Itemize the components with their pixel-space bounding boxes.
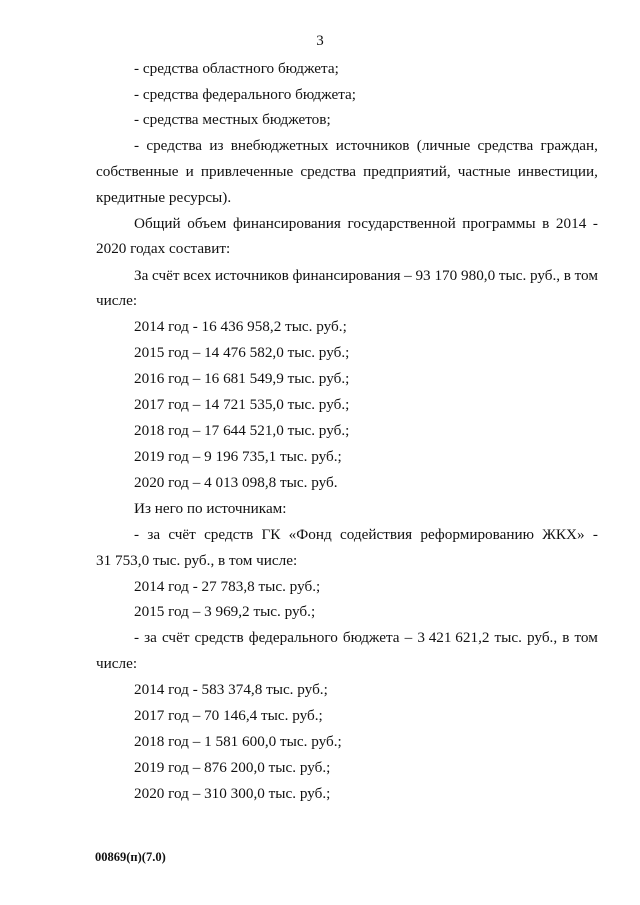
document-code: 00869(п)(7.0) [95,850,166,864]
word: ГК [261,526,281,543]
word: «Фонд [288,526,332,543]
word: частные [457,163,511,180]
word: инвестиции, [517,163,598,180]
word: в [563,267,571,284]
word: предприятий, [363,163,451,180]
word: За [134,267,149,284]
text-line: 2018 год – 1 581 600,0 тыс. руб.; [134,733,342,750]
text-line: 2014 год - 583 374,8 тыс. руб.; [134,681,328,698]
word: (личные [416,137,471,154]
text-line: 31 753,0 тыс. руб., в том числе: [96,552,298,569]
text-line: 2014 год - 16 436 958,2 тыс. руб.; [134,318,347,335]
text-line: числе: [96,292,138,309]
word: бюджета [342,629,400,646]
text-line: 2020 год – 4 013 098,8 тыс. руб. [134,474,338,491]
word: граждан, [540,137,598,154]
word: государственной [347,215,456,232]
word: счёт [162,629,190,646]
word: за [144,629,157,646]
text-line: - средства областного бюджета; [134,60,339,77]
word: источников [335,137,410,154]
word: в [542,215,550,232]
text-line: 2019 год – 9 196 735,1 тыс. руб.; [134,448,342,465]
word: средств [194,629,244,646]
word: - [134,526,140,543]
text-line: 2017 год – 14 721 535,0 тыс. руб.; [134,396,350,413]
text-line [134,629,598,647]
word: том [574,267,598,284]
word: всех [183,267,212,284]
word: руб., [527,629,558,646]
word: - [134,137,140,154]
word: руб., [529,267,561,284]
text-line: числе: [96,655,138,672]
word: 2014 [555,215,587,232]
text-line: 2020 годах составит: [96,240,231,257]
word: 3 421 621,2 [417,629,490,646]
word: реформированию [420,526,534,543]
word: счёт [152,267,180,284]
word: средства [300,163,357,180]
word: - [134,629,140,646]
page-number: 3 [316,33,324,49]
word: источников [215,267,289,284]
text-line: 2017 год – 70 146,4 тыс. руб.; [134,707,323,724]
word: – [404,267,412,284]
text-line [134,215,598,233]
text-line: Из него по источникам: [134,500,287,517]
text-line: 2014 год - 27 783,8 тыс. руб.; [134,578,321,595]
word: внебюджетных [230,137,329,154]
text-line: 2019 год – 876 200,0 тыс. руб.; [134,759,331,776]
text-line: кредитные ресурсы). [96,189,232,206]
text-line: 2020 год – 310 300,0 тыс. руб.; [134,785,331,802]
word: средства [146,137,203,154]
text-line: - средства федерального бюджета; [134,86,356,103]
word: привлеченные [200,163,294,180]
word: счёт [168,526,196,543]
word: 93 170 980,0 [415,267,496,284]
word: за [147,526,161,543]
text-line: 2015 год – 3 969,2 тыс. руб.; [134,603,316,620]
word: из [209,137,224,154]
text-line [134,267,598,285]
text-line: 2018 год – 17 644 521,0 тыс. руб.; [134,422,350,439]
text-line: - средства местных бюджетов; [134,111,331,128]
word: - [592,215,598,232]
word: объем [187,215,227,232]
word: – [404,629,413,646]
text-line [134,526,598,544]
text-line [96,163,598,181]
word: тыс. [498,267,527,284]
text-line: 2016 год – 16 681 549,9 тыс. руб.; [134,370,350,387]
word: финансирования [232,215,341,232]
word: и [185,163,194,180]
word: том [574,629,598,646]
text-line [134,137,598,155]
word: содействия [339,526,413,543]
word: средства [477,137,534,154]
word: программы [462,215,536,232]
word: - [592,526,598,543]
text-line: 2015 год – 14 476 582,0 тыс. руб.; [134,344,350,361]
word: Общий [134,215,181,232]
word: в [562,629,570,646]
word: собственные [96,163,179,180]
word: финансирования [292,267,401,284]
word: ЖКХ» [542,526,585,543]
word: федерального [248,629,338,646]
word: средств [204,526,254,543]
word: тыс. [494,629,522,646]
